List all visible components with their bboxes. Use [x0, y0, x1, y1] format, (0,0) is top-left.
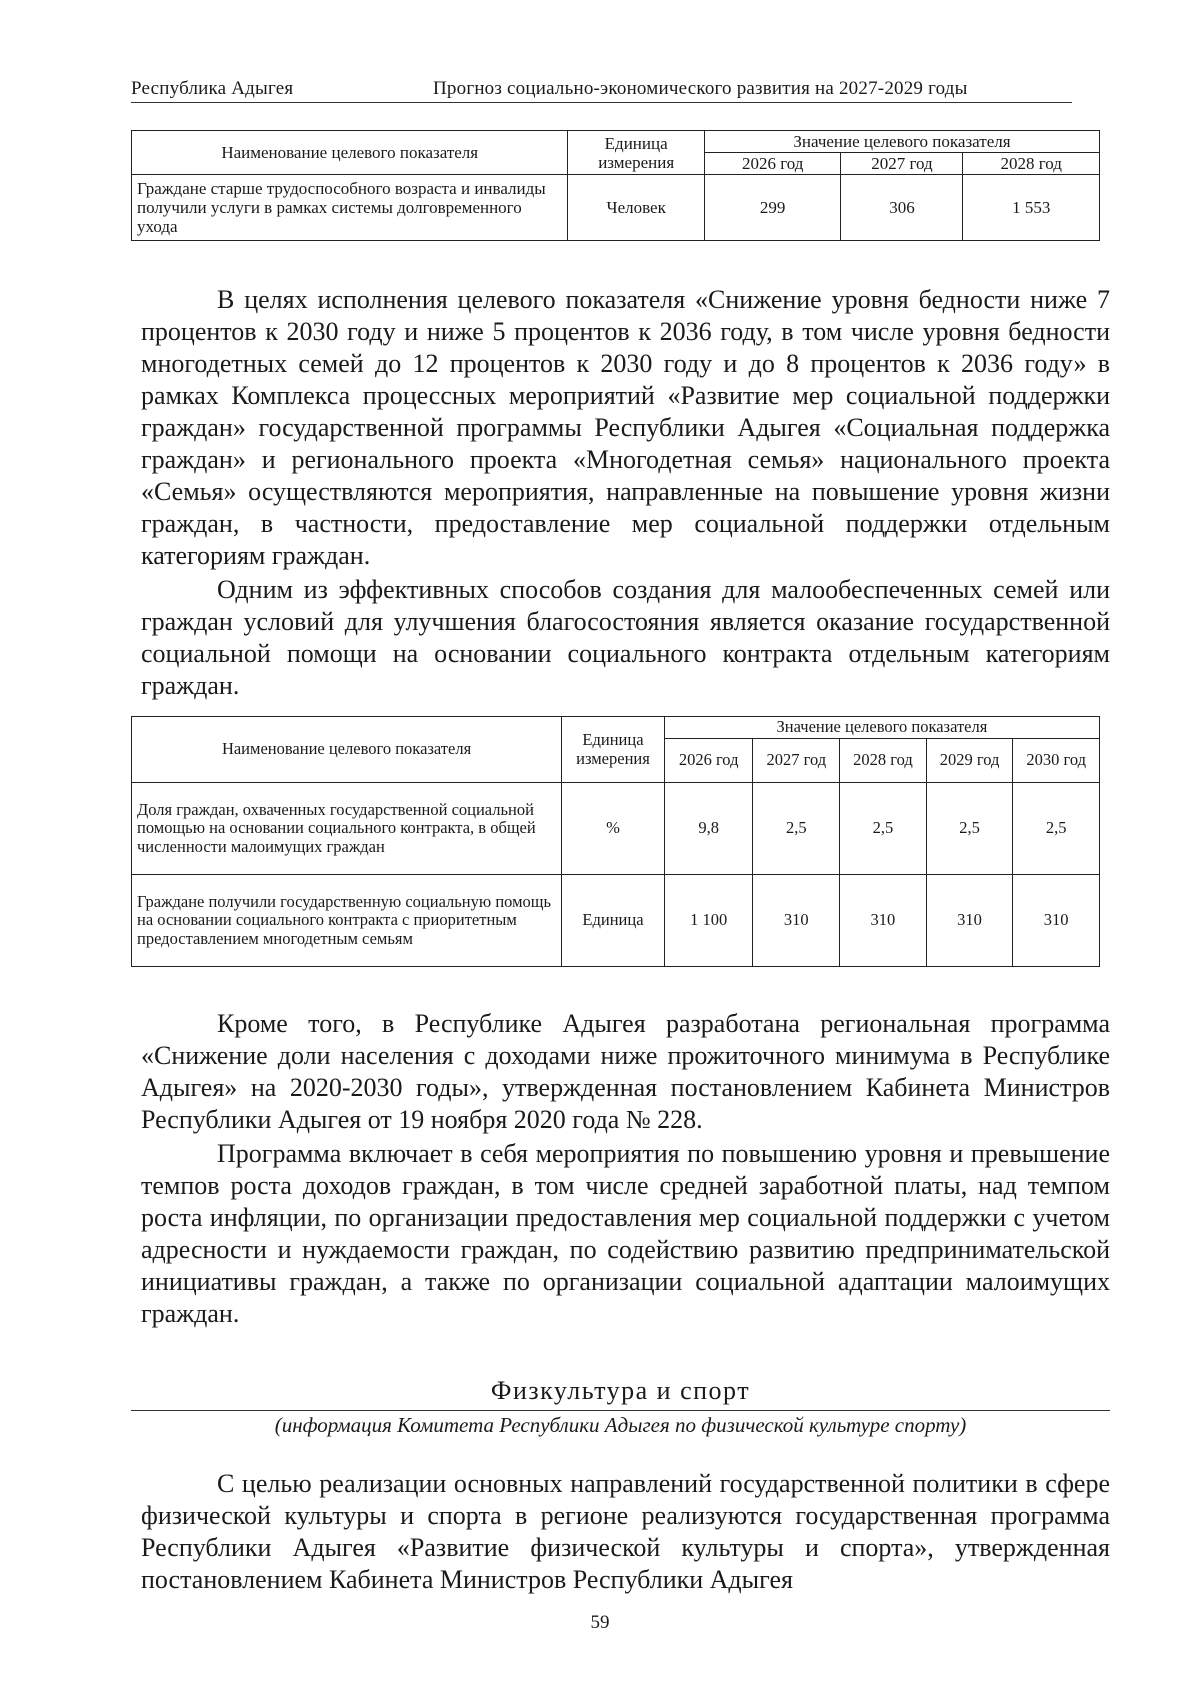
header-document-title: Прогноз социально-экономического развития на 2027-2029 годы — [433, 78, 968, 99]
indicator-value: 9,8 — [664, 783, 753, 875]
indicator-table-1 — [131, 130, 1100, 241]
table-row — [132, 875, 1100, 967]
column-header-unit: Единица измерения — [562, 717, 665, 783]
table-row — [132, 783, 1100, 875]
body-paragraph — [141, 1138, 1110, 1330]
column-header-name: Наименование целевого показателя — [132, 131, 568, 175]
indicator-table-2 — [131, 716, 1100, 967]
column-header-year: 2030 год — [1013, 739, 1100, 783]
indicator-value: 310 — [1013, 875, 1100, 967]
column-header-year: 2029 год — [926, 739, 1013, 783]
column-header-year: 2028 год — [963, 153, 1100, 175]
paragraph-text: С целью реализации основных направлений государственной политики в сфере физической культуры и спорта в регионе реализуются государственная программа Республики Адыгея «Развитие физической культуры и спорта», утвержденная постановлением Кабинета Министров Республики Адыгея — [141, 1469, 1110, 1594]
indicator-value: 306 — [841, 175, 963, 241]
running-header — [131, 76, 1072, 103]
indicator-value: 2,5 — [926, 783, 1013, 875]
body-paragraph — [141, 1468, 1110, 1596]
column-header-year: 2026 год — [664, 739, 753, 783]
header-region: Республика Адыгея — [131, 78, 294, 99]
section-title: Физкультура и спорт — [131, 1376, 1110, 1411]
indicator-unit: Единица — [562, 875, 665, 967]
indicator-name: Граждане старше трудоспособного возраста и инвалиды получили услуги в рамках системы долговременного ухода — [132, 175, 568, 241]
indicator-unit: Человек — [568, 175, 705, 241]
body-paragraph — [141, 284, 1110, 572]
table-row — [132, 175, 1100, 241]
indicator-value: 2,5 — [1013, 783, 1100, 875]
paragraph-text: В целях исполнения целевого показателя «Снижение уровня бедности ниже 7 процентов к 2030 году и ниже 5 процентов к 2036 году, в том числе уровня бедности многодетных семей до 12 процентов к 2030 году и до 8 процентов к 2036 году» в рамках Комплекса процессных мероприятий «Развитие мер социальной поддержки граждан» государственной программы Республики Адыгея «Социальная поддержка граждан» и регионального проекта «Многодетная семья» национального проекта «Семья» осуществляются мероприятия, направленные на повышение уровня жизни граждан, в частности, предоставление мер социальной поддержки отдельным категориям граждан. — [141, 285, 1110, 570]
paragraph-text: Программа включает в себя мероприятия по повышению уровня и превышение темпов роста доходов граждан, в том числе средней заработной платы, над темпом роста инфляции, по организации предоставления мер социальной поддержки с учетом адресности и нуждаемости граждан, по содействию развитию предпринимательской инициативы граждан, а также по организации социальной адаптации малоимущих граждан. — [141, 1139, 1110, 1328]
paragraph-text: Кроме того, в Республике Адыгея разработана региональная программа «Снижение доли населения с доходами ниже прожиточного минимума в Республике Адыгея» на 2020-2030 годы», утвержденная постановлением Кабинета Министров Республики Адыгея от 19 ноября 2020 года № 228. — [141, 1009, 1110, 1134]
indicator-value: 1 553 — [963, 175, 1100, 241]
indicator-name: Доля граждан, охваченных государственной социальной помощью на основании социального контракта, в общей численности малоимущих граждан — [132, 783, 562, 875]
section-source: (информация Комитета Республики Адыгея по физической культуре спорту) — [274, 1413, 967, 1437]
indicator-value: 299 — [704, 175, 841, 241]
column-header-year: 2026 год — [704, 153, 841, 175]
indicator-value: 310 — [753, 875, 840, 967]
column-header-year: 2028 год — [840, 739, 927, 783]
indicator-value: 2,5 — [840, 783, 927, 875]
column-header-values: Значение целевого показателя — [664, 717, 1099, 739]
indicator-name: Граждане получили государственную социальную помощь на основании социального контракта с приоритетным предоставлением многодетным семьям — [132, 875, 562, 967]
paragraph-text: Одним из эффективных способов создания для малообеспеченных семей или граждан условий для улучшения благосостояния является оказание государственной социальной помощи на основании социального контракта отдельным категориям граждан. — [141, 575, 1110, 700]
column-header-values: Значение целевого показателя — [704, 131, 1099, 153]
column-header-year: 2027 год — [753, 739, 840, 783]
column-header-unit: Единица измерения — [568, 131, 705, 175]
column-header-name: Наименование целевого показателя — [132, 717, 562, 783]
indicator-unit: % — [562, 783, 665, 875]
indicator-value: 310 — [926, 875, 1013, 967]
indicator-value: 1 100 — [664, 875, 753, 967]
indicator-value: 310 — [840, 875, 927, 967]
body-paragraph — [141, 1008, 1110, 1136]
indicator-value: 2,5 — [753, 783, 840, 875]
body-paragraph — [141, 574, 1110, 702]
column-header-year: 2027 год — [841, 153, 963, 175]
page-number: 59 — [590, 1612, 610, 1633]
